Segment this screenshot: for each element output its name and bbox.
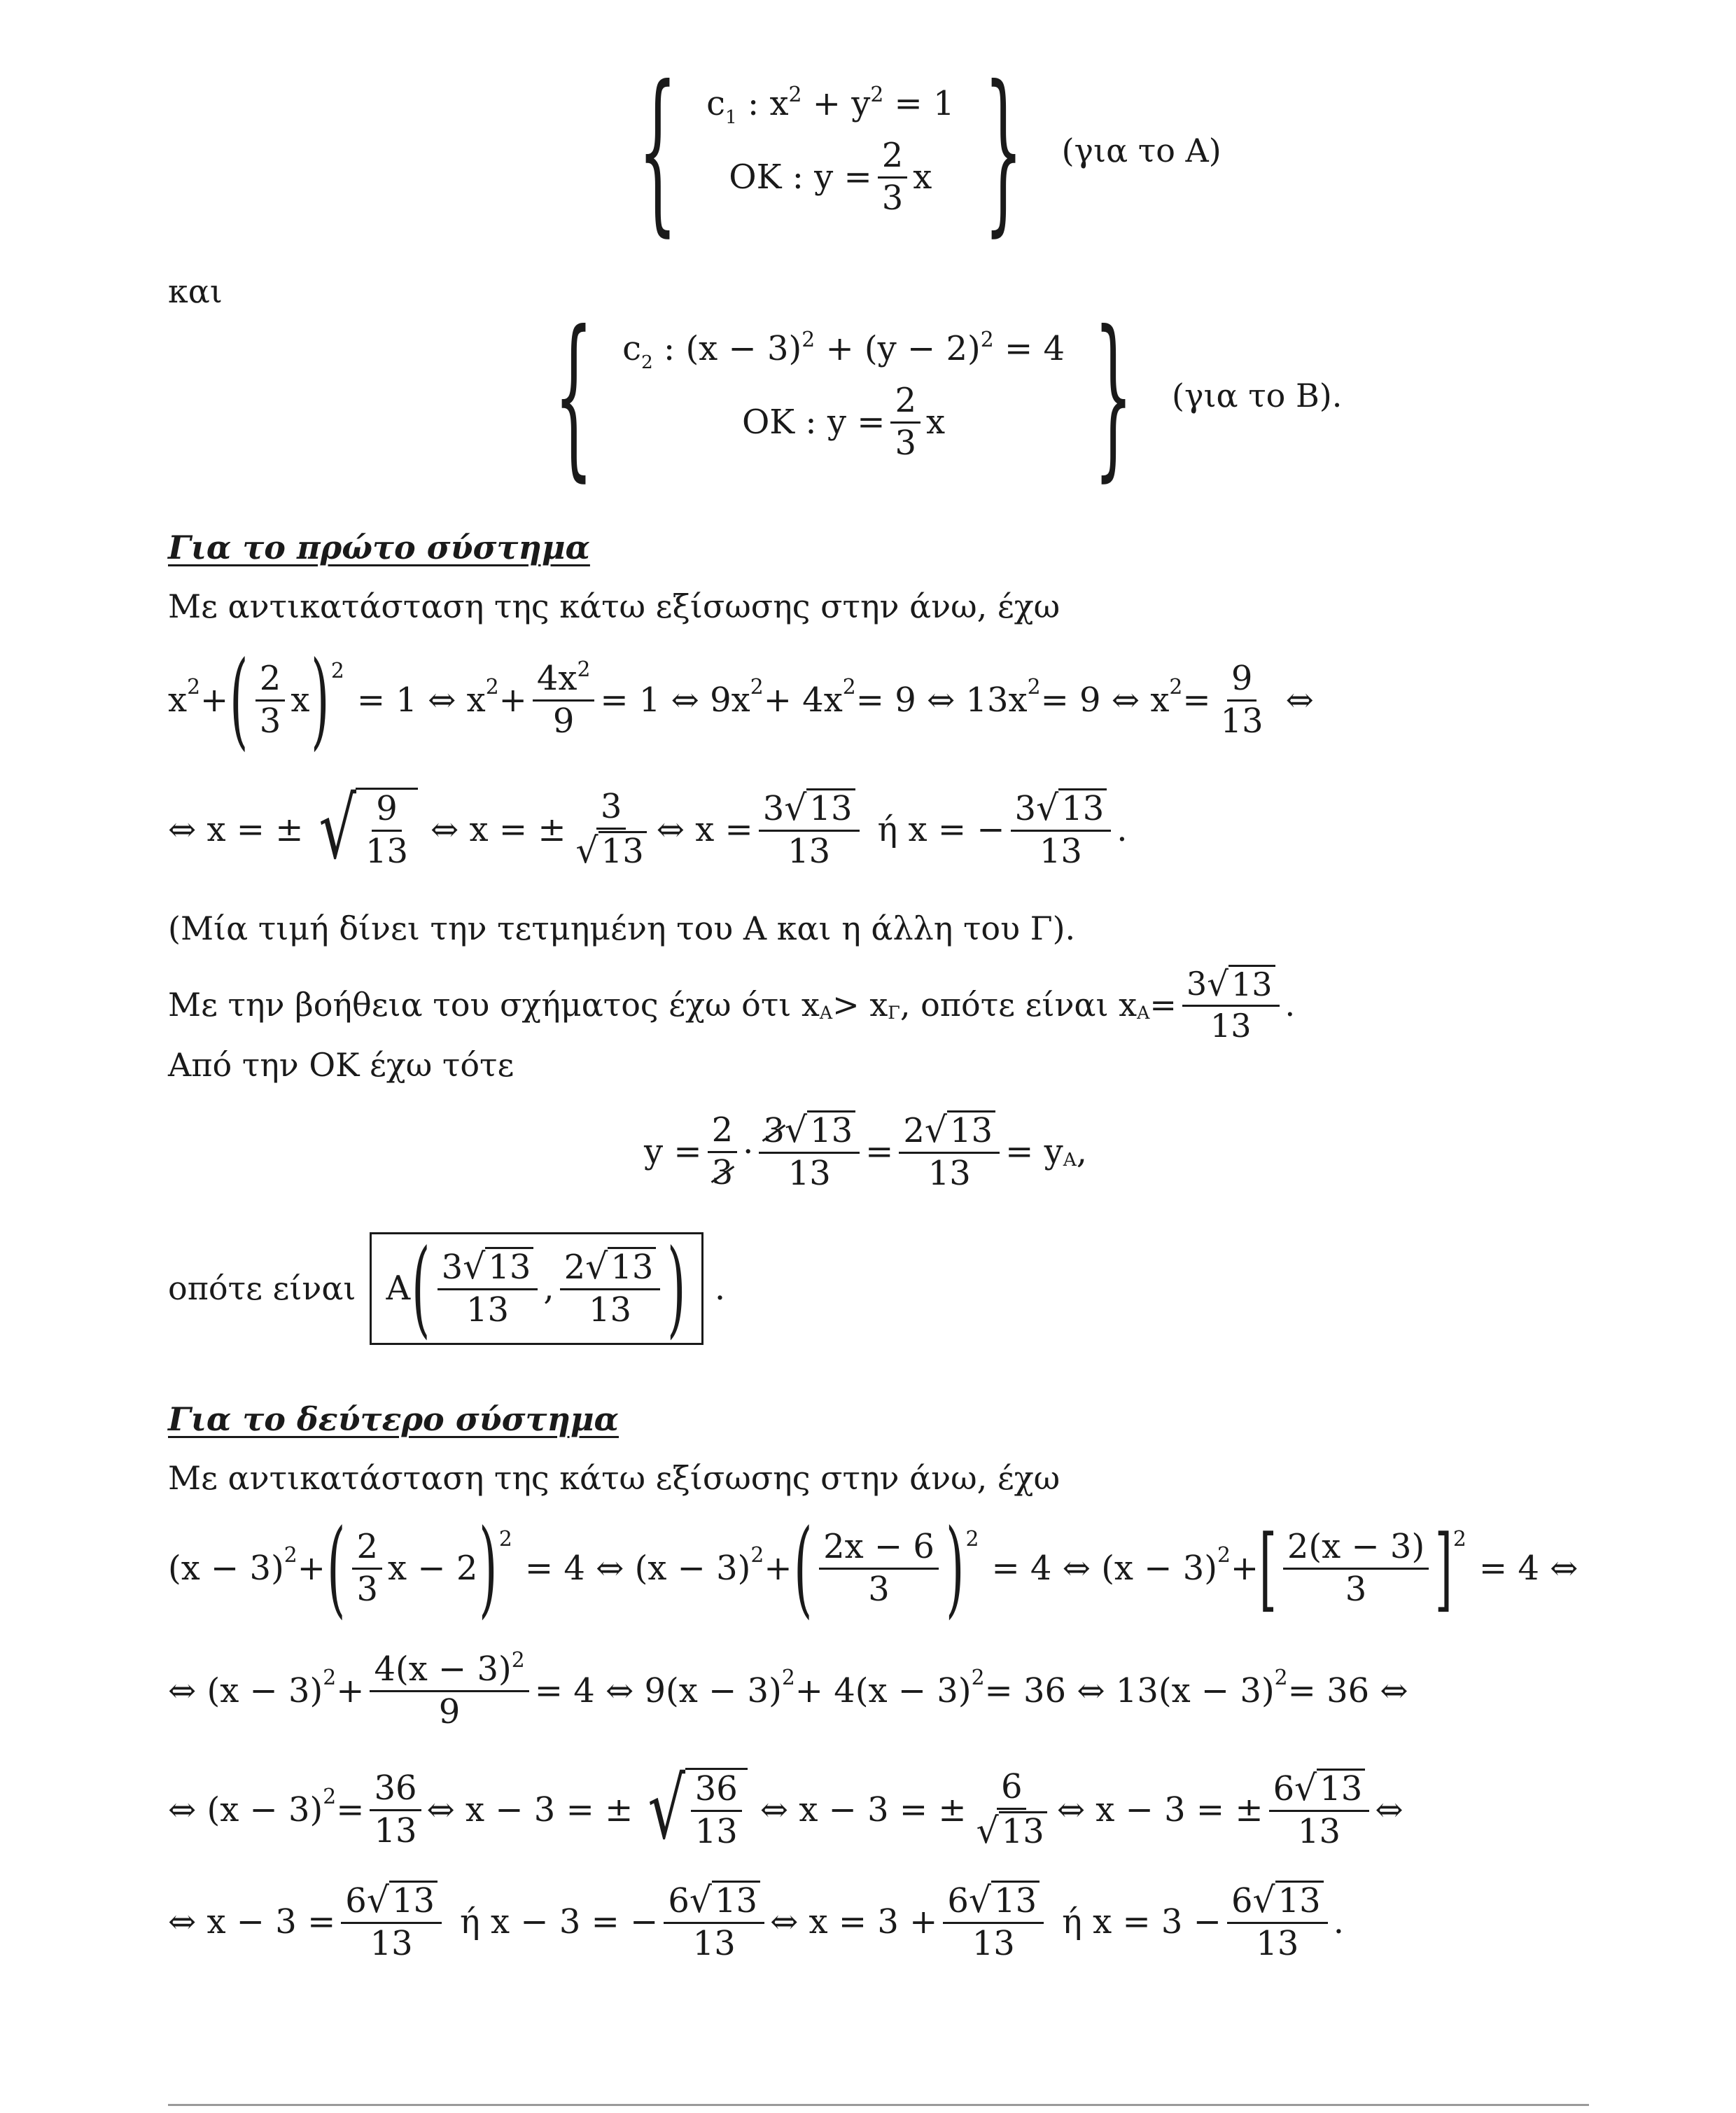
section1-result: οπότε είναι Α ( 3 √ 13 13 , 2 √ 13 13 ) . bbox=[168, 1227, 726, 1349]
right-brace: } bbox=[1093, 293, 1133, 497]
section2-eq4: ⇔ x − 3 = 6 √ 13 13 ή x − 3 = − 6 √ 13 13 ⇔ x = 3 + 6 √ 13 13 ή x = 3 − 6 √ 13 13 . bbox=[168, 1879, 1344, 1964]
section2-heading: Για το δεύτερο σύστημα bbox=[168, 1400, 619, 1438]
sqrt: √ $\frac{9}{13}$ bbox=[311, 788, 419, 872]
system-a-line1: $c_1$ : $x^2 + y^2 = 1$ bbox=[706, 83, 955, 128]
system-b-note: (για το Β). bbox=[1172, 376, 1343, 414]
left-brace: { bbox=[638, 48, 678, 252]
section2-eq2: ⇔ (x − 3) 2 + $\frac{4(x - 3)^2}{9}$ = 4 ⇔ 9(x − 3) 2 + 4(x − 3) 2 = 36 ⇔ 13(x − 3) 2 = 36 ⇔ bbox=[168, 1648, 1408, 1731]
right-brace: } bbox=[983, 48, 1023, 252]
section1-intro: Με αντικατάσταση της κάτω εξίσωσης στην άνω, έχω bbox=[168, 587, 1060, 625]
section1-heading: Για το πρώτο σύστημα bbox=[168, 529, 590, 566]
section1-y-eq: y = $\frac{2}{3}$ · 3 √ 13 13 = 2 √ 13 13 = y Α , bbox=[644, 1109, 1088, 1194]
section2-eq3: ⇔ (x − 3) 2 = $\frac{36}{13}$ ⇔ x − 3 = ± √ $\frac{36}{13}$ ⇔ x − 3 = ± 6 √ 13 ⇔ x − 3 = ± 6 √ 13 13 ⇔ bbox=[168, 1761, 1404, 1858]
rparen: ) bbox=[311, 639, 330, 761]
result-box: Α ( 3 √ 13 13 , 2 √ 13 13 ) bbox=[370, 1232, 703, 1345]
section2-eq1: (x − 3) 2 + ( $\frac{2}{3}$ x − 2 ) 2 = 4 ⇔ (x − 3) 2 + ( $\frac{2x - 6}{3}$ ) 2 = 4 ⇔ (x − 3) 2 + [ $\frac{2(x - 3)}{3}$ ] 2 = 4 ⇔ bbox=[168, 1507, 1578, 1629]
system-a-line2: OK : y = $\frac{2}{3}$ x bbox=[729, 135, 932, 218]
system-b-line1: $c_2$ : $(x - 3)^2 + (y - 2)^2 = 4$ bbox=[622, 328, 1065, 373]
system-a-note: (για το Α) bbox=[1061, 131, 1222, 169]
sqrt: √ $\frac{36}{13}$ bbox=[640, 1768, 748, 1852]
footer-rule bbox=[168, 2104, 1589, 2106]
section1-help-line: Με την βοήθεια του σχήματος έχω ότι x Α > x Γ , οπότε είναι x Α = 3 √ 13 13 . bbox=[168, 964, 1296, 1045]
system-a bbox=[630, 48, 1222, 252]
system-b-lines bbox=[622, 329, 1065, 463]
system-b-line2: OK : y = $\frac{2}{3}$ x bbox=[741, 380, 946, 463]
section1-from-ok: Από την ΟΚ έχω τότε bbox=[168, 1046, 514, 1084]
lparen: ( bbox=[230, 639, 248, 761]
section1-eq1: x 2 + ( $\frac{2}{3}$ x ) 2 = 1 ⇔ x 2 + $\frac{4x^2}{9}$ = 1 ⇔ 9x 2 + 4x 2 = 9 ⇔ 13x 2 = 9 ⇔ x 2 = $\frac{9}{13}$ ⇔ bbox=[168, 639, 1314, 761]
left-brace: { bbox=[554, 293, 594, 497]
section1-eq2: ⇔ x = ± √ $\frac{9}{13}$ ⇔ x = ± 3 √ 13 ⇔ x = 3 √ 13 13 ή x = − 3 √ 13 13 . bbox=[168, 781, 1128, 878]
system-a-lines bbox=[706, 84, 954, 218]
section2-intro: Με αντικατάσταση της κάτω εξίσωσης στην άνω, έχω bbox=[168, 1459, 1060, 1497]
kai-word: και bbox=[168, 272, 223, 310]
system-b bbox=[546, 293, 1343, 497]
section1-note: (Μία τιμή δίνει την τετμημένη του Α και η άλλη του Γ). bbox=[168, 909, 1076, 947]
